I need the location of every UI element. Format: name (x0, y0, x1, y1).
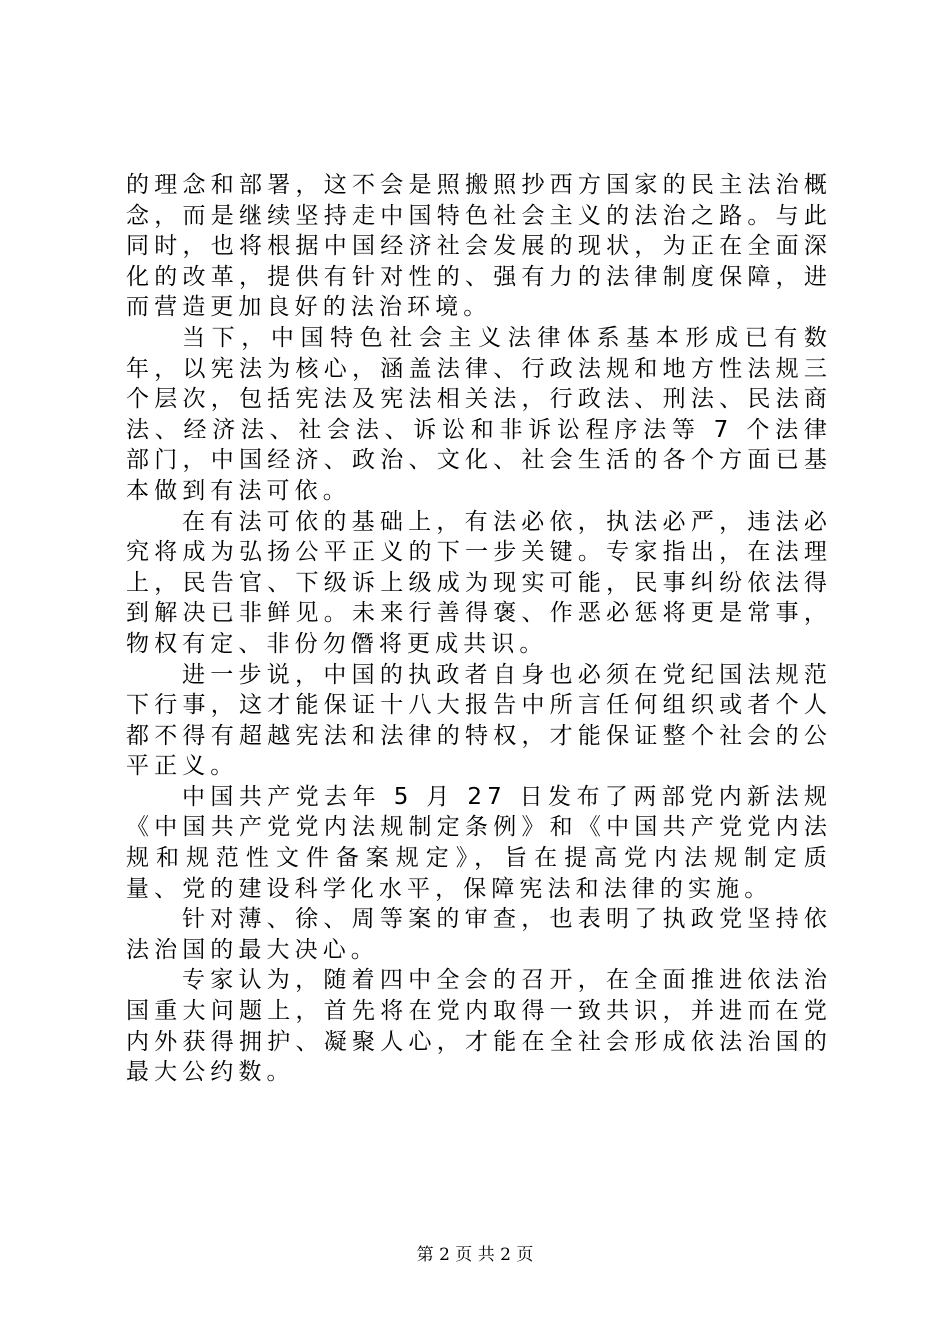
paragraph-rulers-under-law: 进一步说，中国的执政者自身也必须在党纪国法规范下行事，这才能保证十八大报告中所言任何组织或者个人都不得有超越宪法和法律的特权，才能保证整个社会的公平正义。 (126, 661, 832, 780)
paragraph-legal-system: 当下，中国特色社会主义法律体系基本形成已有数年，以宪法为核心，涵盖法律、行政法规和地方性法规三个层次，包括宪法及宪法相关法，行政法、刑法、民法商法、经济法、社会法、诉讼和非诉讼程序法等 7 个法律部门，中国经济、政治、文化、社会生活的各个方面已基本做到有法可依。 (126, 324, 832, 504)
paragraph-continuation: 的理念和部署，这不会是照搬照抄西方国家的民主法治概念，而是继续坚持走中国特色社会主义的法治之路。与此同时，也将根据中国经济社会发展的现状，为正在全面深化的改革，提供有针对性的、强有力的法律制度保障，进而营造更加良好的法治环境。 (126, 172, 832, 321)
paragraph-expert-view: 专家认为，随着四中全会的召开，在全面推进依法治国重大问题上，首先将在党内取得一致共识，并进而在党内外获得拥护、凝聚人心，才能在全社会形成依法治国的最大公约数。 (126, 967, 832, 1086)
document-body (126, 170, 832, 1088)
paragraph-law-enforcement: 在有法可依的基础上，有法必依，执法必严，违法必究将成为弘扬公平正义的下一步关键。专家指出，在法理上，民告官、下级诉上级成为现实可能，民事纠纷依法得到解决已非鲜见。未来行善得褒、作恶必惩将更是常事，物权有定、非份勿僭将更成共识。 (126, 508, 832, 657)
paragraph-party-regulations: 中国共产党去年 5 月 27 日发布了两部党内新法规《中国共产党党内法规制定条例》和《中国共产党党内法规和规范性文件备案规定》，旨在提高党内法规制定质量、党的建设科学化水平，保障宪法和法律的实施。 (126, 783, 832, 902)
paragraph-case-review: 针对薄、徐、周等案的审查，也表明了执政党坚持依法治国的最大决心。 (126, 906, 832, 963)
page-number-footer: 第 2 页 共 2 页 (416, 1245, 534, 1265)
